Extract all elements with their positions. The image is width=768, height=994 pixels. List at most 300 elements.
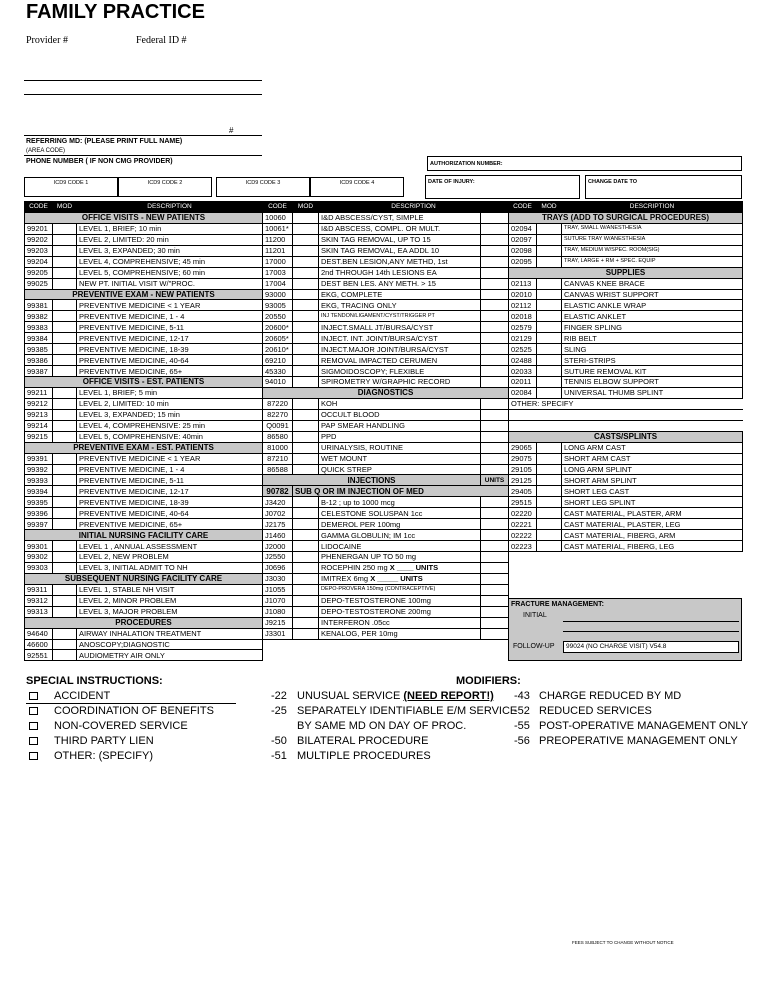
mod-cell[interactable] (293, 562, 319, 573)
description-text: DEST BEN LES. ANY METH. > 15 (321, 279, 436, 289)
initial-line-1[interactable] (563, 621, 739, 622)
code-cell: 29065 (509, 442, 537, 453)
icd9-code-1[interactable]: ICD9 CODE 1 (24, 177, 118, 197)
column-header-row (25, 202, 263, 213)
description-text: LEVEL 1, BRIEF; 10 min (79, 224, 162, 234)
mod-cell[interactable] (293, 377, 319, 388)
description-text: STERI-STRIPS (564, 355, 616, 365)
description-text: EKG, TRACING ONLY (321, 300, 397, 310)
code-cell: 02112 (509, 300, 537, 311)
description-cell (319, 212, 481, 223)
mod-cell[interactable] (53, 552, 77, 563)
mod-cell[interactable] (293, 234, 319, 245)
mod-cell[interactable] (293, 355, 319, 366)
table-row (263, 256, 509, 267)
modifier-text (297, 735, 428, 747)
mod-cell[interactable] (537, 519, 562, 530)
table-row (509, 486, 743, 497)
units-cell[interactable] (481, 409, 509, 420)
mod-cell[interactable] (53, 278, 77, 289)
units-header: UNITS (481, 475, 509, 486)
units-cell[interactable] (481, 333, 509, 344)
description-cell (77, 333, 263, 344)
code-cell: 99392 (25, 464, 53, 475)
description-cell (77, 409, 263, 420)
description-text: SHORT LEG SPLINT (564, 497, 636, 507)
table-row (25, 628, 263, 639)
mod-cell[interactable] (53, 486, 77, 497)
table-row (509, 541, 743, 552)
table-row (509, 475, 743, 486)
mod-cell[interactable] (53, 333, 77, 344)
mod-cell[interactable] (53, 431, 77, 442)
mod-cell[interactable] (537, 530, 562, 541)
units-cell[interactable] (481, 398, 509, 409)
description-cell (77, 387, 263, 398)
mod-cell[interactable] (53, 497, 77, 508)
description-text: LEVEL 2, LIMITED: 20 min (79, 235, 169, 245)
mod-cell[interactable] (53, 464, 77, 475)
fracture-followup-value[interactable]: 99024 (NO CHARGE VISIT) V54.8 (563, 641, 739, 653)
description-cell (319, 617, 481, 628)
mod-cell[interactable] (293, 311, 319, 322)
mod-cell[interactable] (537, 355, 562, 366)
address-line-2[interactable] (24, 94, 262, 95)
code-cell: 02223 (509, 541, 537, 552)
mod-cell[interactable] (293, 267, 319, 278)
table-row (25, 475, 263, 486)
description-text: UNIVERSAL THUMB SPLINT (564, 388, 664, 398)
mod-cell[interactable] (293, 431, 319, 442)
description-text: LEVEL 3, MAJOR PROBLEM (79, 607, 178, 617)
section-title: PROCEDURES (25, 617, 263, 628)
mod-cell[interactable] (293, 606, 319, 617)
description-cell (562, 344, 743, 355)
mod-cell[interactable] (537, 311, 562, 322)
mod-cell[interactable] (293, 409, 319, 420)
mod-cell[interactable] (53, 453, 77, 464)
units-cell[interactable] (481, 300, 509, 311)
icd9-code-4[interactable]: ICD9 CODE 4 (310, 177, 404, 197)
description-text: SLING (564, 344, 587, 354)
code-cell: 02033 (509, 366, 537, 377)
mod-cell[interactable] (293, 530, 319, 541)
mod-cell[interactable] (53, 475, 77, 486)
units-cell[interactable] (481, 530, 509, 541)
code-cell: J2175 (263, 519, 293, 530)
mod-cell[interactable] (53, 322, 77, 333)
units-cell[interactable] (481, 431, 509, 442)
mod-cell[interactable] (537, 453, 562, 464)
description-text: INJECT. INT. JOINT/BURSA/CYST (321, 333, 438, 343)
mod-cell[interactable] (537, 234, 562, 245)
description-cell (77, 366, 263, 377)
table-row (509, 497, 743, 508)
mod-cell[interactable] (53, 508, 77, 519)
initial-line-2[interactable] (563, 631, 739, 632)
mod-cell[interactable] (293, 322, 319, 333)
units-cell[interactable] (481, 223, 509, 234)
injection-code: 90782 (263, 486, 293, 497)
checkbox[interactable] (29, 752, 38, 760)
mod-cell[interactable] (537, 256, 562, 267)
table-row (263, 311, 509, 322)
description-cell (77, 497, 263, 508)
description-cell (319, 300, 481, 311)
code-cell: 99384 (25, 333, 53, 344)
code-cell: 99205 (25, 267, 53, 278)
description-cell (77, 464, 263, 475)
mod-cell[interactable] (537, 344, 562, 355)
mod-cell[interactable] (293, 617, 319, 628)
units-cell[interactable] (481, 442, 509, 453)
table-row (263, 617, 509, 628)
description-text: TRAY, MEDIUM W/SPEC. ROOM(SIG) (564, 247, 660, 254)
description-cell (77, 267, 263, 278)
icd9-code-3[interactable]: ICD9 CODE 3 (216, 177, 310, 197)
mod-cell[interactable] (293, 398, 319, 409)
mod-cell[interactable] (537, 333, 562, 344)
code-cell: 17004 (263, 278, 293, 289)
code-cell: 20610* (263, 344, 293, 355)
mod-cell[interactable] (537, 464, 562, 475)
mod-cell[interactable] (293, 584, 319, 595)
units-cell[interactable] (481, 628, 509, 639)
description-cell (319, 256, 481, 267)
mod-cell[interactable] (293, 333, 319, 344)
units-cell[interactable] (481, 355, 509, 366)
mod-cell[interactable] (53, 256, 77, 267)
description-text: LEVEL 5, COMPREHENSIVE: 40min (79, 432, 203, 442)
description-text: FINGER SPLING (564, 322, 622, 332)
code-cell: 93005 (263, 300, 293, 311)
units-cell[interactable] (481, 234, 509, 245)
mod-cell[interactable] (293, 289, 319, 300)
description-cell (562, 322, 743, 333)
description-text: LEVEL 1, STABLE NH VISIT (79, 585, 175, 595)
mod-cell[interactable] (53, 628, 77, 639)
mod-cell[interactable] (537, 245, 562, 256)
checkbox[interactable] (29, 737, 38, 745)
units-cell[interactable] (481, 573, 509, 584)
modifier-text: PREOPERATIVE MANAGEMENT ONLY (539, 735, 738, 747)
units-cell[interactable] (481, 322, 509, 333)
referring-md-line[interactable] (24, 135, 262, 136)
code-cell: 02018 (509, 311, 537, 322)
code-cell: 29515 (509, 497, 537, 508)
units-entry[interactable]: X _____ UNITS (370, 574, 423, 584)
mod-cell[interactable] (53, 267, 77, 278)
address-line-1[interactable] (24, 80, 262, 81)
description-cell (319, 267, 481, 278)
description-text: SKIN TAG REMOVAL, UP TO 15 (321, 235, 431, 245)
table-row (25, 300, 263, 311)
mod-cell[interactable] (293, 628, 319, 639)
mod-cell[interactable] (293, 212, 319, 223)
description-cell (562, 300, 743, 311)
units-cell[interactable] (481, 344, 509, 355)
mod-cell[interactable] (53, 519, 77, 530)
checkbox[interactable] (29, 707, 38, 715)
mod-cell[interactable] (53, 606, 77, 617)
modifier-code: -22 (271, 690, 287, 702)
phone-line[interactable] (24, 155, 262, 156)
table-row (25, 453, 263, 464)
code-cell: 99212 (25, 398, 53, 409)
table-row (25, 497, 263, 508)
mod-cell[interactable] (293, 497, 319, 508)
code-cell: 11201 (263, 245, 293, 256)
mod-cell[interactable] (293, 595, 319, 606)
code-cell: 02084 (509, 387, 537, 398)
mod-cell[interactable] (293, 420, 319, 431)
table-row (263, 344, 509, 355)
description-cell (319, 355, 481, 366)
mod-cell[interactable] (53, 355, 77, 366)
code-cell: 29405 (509, 486, 537, 497)
units-cell[interactable] (481, 497, 509, 508)
other-specify[interactable]: OTHER: SPECIFY (509, 398, 743, 409)
mod-cell[interactable] (293, 464, 319, 475)
table-row (509, 289, 743, 300)
description-text: LEVEL 3, EXPANDED; 15 min (79, 410, 180, 420)
units-cell[interactable] (481, 552, 509, 563)
table-row (263, 377, 509, 388)
units-cell[interactable] (481, 541, 509, 552)
mod-cell[interactable] (53, 409, 77, 420)
mod-cell[interactable] (537, 508, 562, 519)
federal-id-label: Federal ID # (136, 35, 187, 46)
mod-cell[interactable] (53, 366, 77, 377)
table-row (509, 300, 743, 311)
table-row (25, 267, 263, 278)
description-text: PREVENTIVE MEDICINE, 40-64 (79, 355, 189, 365)
table-row (25, 278, 263, 289)
mod-cell[interactable] (53, 584, 77, 595)
table-row (509, 278, 743, 289)
description-text: CAST MATERIAL, PLASTER, LEG (564, 519, 681, 529)
checkbox[interactable] (29, 722, 38, 730)
mod-cell[interactable] (53, 344, 77, 355)
mod-cell[interactable] (293, 366, 319, 377)
units-cell[interactable] (481, 278, 509, 289)
units-cell[interactable] (481, 584, 509, 595)
table-row (263, 552, 509, 563)
change-date-box[interactable] (585, 175, 742, 199)
mod-cell[interactable] (53, 650, 77, 661)
mod-cell[interactable] (293, 519, 319, 530)
modifier-code: -43 (514, 690, 530, 702)
mod-cell[interactable] (293, 573, 319, 584)
mod-cell[interactable] (53, 562, 77, 573)
description-cell (77, 431, 263, 442)
description-cell (77, 519, 263, 530)
description-cell (319, 333, 481, 344)
units-cell[interactable] (481, 453, 509, 464)
code-cell: 99311 (25, 584, 53, 595)
description-text: LEVEL 4, COMPREHENSIVE; 45 min (79, 257, 206, 267)
units-cell[interactable] (481, 595, 509, 606)
description-text: WET MOUNT (321, 454, 368, 464)
units-cell[interactable] (481, 464, 509, 475)
description-text: CAST MATERIAL, PLASTER, ARM (564, 508, 682, 518)
table-row (263, 300, 509, 311)
code-cell: 20550 (263, 311, 293, 322)
description-text: PREVENTIVE MEDICINE < 1 YEAR (79, 454, 201, 464)
code-cell: 87220 (263, 398, 293, 409)
code-cell: 45330 (263, 366, 293, 377)
description-text: PREVENTIVE MEDICINE, 5-11 (79, 475, 184, 485)
table-row (263, 595, 509, 606)
table-row (25, 355, 263, 366)
code-cell: 99302 (25, 552, 53, 563)
mod-cell[interactable] (293, 256, 319, 267)
mod-cell[interactable] (293, 245, 319, 256)
mod-cell[interactable] (537, 541, 562, 552)
table-row (509, 530, 743, 541)
units-cell[interactable] (481, 420, 509, 431)
units-cell[interactable] (481, 606, 509, 617)
mod-cell[interactable] (293, 442, 319, 453)
accident-underline (26, 703, 236, 704)
blank-cell[interactable] (509, 420, 743, 431)
section-header (263, 475, 509, 486)
table-row (263, 442, 509, 453)
units-cell[interactable] (481, 256, 509, 267)
units-cell[interactable] (481, 366, 509, 377)
units-cell[interactable] (481, 377, 509, 388)
section-title: CASTS/SPLINTS (509, 431, 743, 442)
description-cell (562, 475, 743, 486)
mod-cell[interactable] (537, 486, 562, 497)
units-entry[interactable]: X ____ UNITS (389, 563, 439, 573)
table-row (263, 245, 509, 256)
code-cell: 81000 (263, 442, 293, 453)
modifier-text: CHARGE REDUCED BY MD (539, 690, 682, 702)
code-cell: 93000 (263, 289, 293, 300)
code-cell: 02113 (509, 278, 537, 289)
code-cell: 99215 (25, 431, 53, 442)
mod-cell[interactable] (537, 289, 562, 300)
description-text: NEW PT. INITIAL VISIT W/"PROC. (79, 279, 196, 289)
description-cell (319, 398, 481, 409)
special-instructions-title: SPECIAL INSTRUCTIONS: (26, 675, 163, 687)
units-cell[interactable] (481, 212, 509, 223)
mod-cell[interactable] (293, 541, 319, 552)
blank-cell[interactable] (509, 409, 743, 420)
mod-cell[interactable] (537, 475, 562, 486)
mod-cell[interactable] (537, 442, 562, 453)
modifier-code: -25 (271, 705, 287, 717)
mod-cell[interactable] (53, 639, 77, 650)
description-cell (319, 223, 481, 234)
units-cell[interactable] (481, 562, 509, 573)
description-cell (77, 398, 263, 409)
units-cell[interactable] (481, 617, 509, 628)
checkbox[interactable] (29, 692, 38, 700)
table-row (509, 508, 743, 519)
description-text: PREVENTIVE MEDICINE, 12-17 (79, 333, 189, 343)
description-cell (319, 508, 481, 519)
mod-cell[interactable] (293, 278, 319, 289)
authorization-box[interactable] (427, 156, 742, 171)
table-row (263, 333, 509, 344)
mod-cell[interactable] (53, 245, 77, 256)
mod-cell[interactable] (53, 300, 77, 311)
units-cell[interactable] (481, 267, 509, 278)
description-cell (77, 322, 263, 333)
units-cell[interactable] (481, 245, 509, 256)
mod-cell[interactable] (537, 322, 562, 333)
mod-cell[interactable] (537, 223, 562, 234)
units-cell[interactable] (481, 519, 509, 530)
code-cell: 69210 (263, 355, 293, 366)
mod-cell[interactable] (537, 278, 562, 289)
table-row (509, 256, 743, 267)
mod-cell[interactable] (537, 300, 562, 311)
description-text: REMOVAL IMPACTED CERUMEN (321, 355, 438, 365)
description-cell (77, 245, 263, 256)
mod-cell[interactable] (53, 223, 77, 234)
col-description-header: DESCRIPTION (562, 202, 743, 213)
mod-cell[interactable] (53, 398, 77, 409)
description-cell (319, 519, 481, 530)
mod-cell[interactable] (53, 234, 77, 245)
table-row (509, 519, 743, 530)
col-mod-header: MOD (537, 202, 562, 213)
blank-row[interactable] (509, 420, 743, 431)
code-cell: 86588 (263, 464, 293, 475)
mod-cell[interactable] (293, 552, 319, 563)
mod-cell[interactable] (293, 344, 319, 355)
modifier-text (297, 750, 431, 762)
icd9-code-2[interactable]: ICD9 CODE 2 (118, 177, 212, 197)
mod-cell[interactable] (53, 387, 77, 398)
mod-cell[interactable] (293, 300, 319, 311)
units-cell[interactable] (481, 289, 509, 300)
mod-cell[interactable] (293, 223, 319, 234)
mod-cell[interactable] (537, 497, 562, 508)
table-row (263, 431, 509, 442)
mod-cell[interactable] (293, 508, 319, 519)
mod-cell[interactable] (537, 377, 562, 388)
description-text: LEVEL 2, MINOR PROBLEM (79, 596, 177, 606)
date-of-injury-box[interactable] (425, 175, 580, 199)
table-row (509, 223, 743, 234)
mod-cell[interactable] (53, 595, 77, 606)
table-row (25, 322, 263, 333)
description-text: QUICK STREP (321, 464, 372, 474)
mod-cell[interactable] (53, 420, 77, 431)
mod-cell[interactable] (53, 311, 77, 322)
blank-row[interactable] (509, 409, 743, 420)
other-specify-row[interactable] (509, 398, 743, 409)
units-cell[interactable] (481, 508, 509, 519)
table-row (509, 377, 743, 388)
description-cell (319, 573, 481, 584)
description-text: LEVEL 1 , ANNUAL ASSESSMENT (79, 541, 198, 551)
mod-cell[interactable] (537, 366, 562, 377)
column-header-row (509, 202, 743, 213)
mod-cell[interactable] (293, 453, 319, 464)
section-title: TRAYS (ADD TO SURGICAL PROCEDURES) (509, 212, 743, 223)
mod-cell[interactable] (53, 541, 77, 552)
units-cell[interactable] (481, 311, 509, 322)
modifier-desc: UNUSUAL SERVICE (297, 690, 404, 702)
description-text: CANVAS KNEE BRACE (564, 279, 645, 289)
code-cell: 99313 (25, 606, 53, 617)
mod-cell[interactable] (537, 387, 562, 398)
